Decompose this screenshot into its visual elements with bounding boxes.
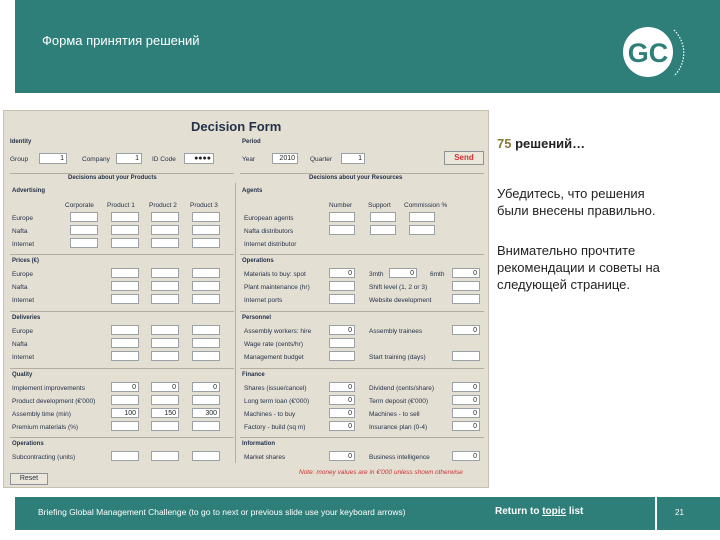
shares-input[interactable]: 0 <box>329 382 355 392</box>
col-product2: Product 2 <box>149 202 177 209</box>
materials-6mth-input[interactable]: 0 <box>452 268 480 278</box>
price-input[interactable] <box>151 268 179 278</box>
start-training-label: Start training (days) <box>369 354 426 361</box>
price-input[interactable] <box>151 294 179 304</box>
machines-sell-label: Machines - to sell <box>369 411 420 418</box>
id-code-label: ID Code <box>152 156 176 163</box>
decisions-heading <box>497 135 585 152</box>
market-shares-input[interactable]: 0 <box>329 451 355 461</box>
quarter-label: Quarter <box>310 156 333 163</box>
agents-row-nafta: Nafta distributors <box>244 228 294 235</box>
delivery-input[interactable] <box>111 325 139 335</box>
plant-maintenance-input[interactable] <box>329 281 355 291</box>
read-paragraph: Внимательно прочтите рекомендации и советы на следующей странице. <box>497 243 660 292</box>
agents-input[interactable] <box>409 225 435 235</box>
price-row-europe: Europe <box>12 271 33 278</box>
quality-input[interactable] <box>192 421 220 431</box>
subcontract-input[interactable] <box>192 451 220 461</box>
money-note: Note: money values are in €'000 unless shown otherwise <box>299 469 463 476</box>
group-label: Group <box>10 156 29 163</box>
internet-ports-label: Internet ports <box>244 297 283 304</box>
col-product3: Product 3 <box>190 202 218 209</box>
internet-ports-input[interactable] <box>329 294 355 304</box>
insurance-input[interactable]: 0 <box>452 421 480 431</box>
delivery-input[interactable] <box>192 325 220 335</box>
period-label: Period <box>242 139 261 145</box>
id-code-input[interactable]: ●●●● <box>184 153 214 164</box>
company-input[interactable]: 1 <box>116 153 142 164</box>
quality-input[interactable]: 100 <box>111 408 139 418</box>
delivery-input[interactable] <box>192 351 220 361</box>
adv-input[interactable] <box>111 225 139 235</box>
term-deposit-label: Term deposit (€'000) <box>369 398 429 405</box>
page-number: 21 <box>675 508 684 517</box>
quality-input[interactable] <box>111 395 139 405</box>
term-deposit-input[interactable]: 0 <box>452 395 480 405</box>
website-dev-input[interactable] <box>452 294 480 304</box>
del-row-nafta: Nafta <box>12 341 28 348</box>
prices-label: Prices (€) <box>12 258 40 264</box>
quality-label: Quality <box>12 372 33 378</box>
adv-row-nafta: Nafta <box>12 228 28 235</box>
market-shares-label: Market shares <box>244 454 286 461</box>
factory-build-input[interactable]: 0 <box>329 421 355 431</box>
management-budget-label: Management budget <box>244 354 304 361</box>
business-intel-label: Business intelligence <box>369 454 430 461</box>
quality-input[interactable]: 0 <box>192 382 220 392</box>
quality-row-assembly: Assembly time (min) <box>12 411 71 418</box>
machines-sell-input[interactable]: 0 <box>452 408 480 418</box>
resources-header: Decisions about your Resources <box>309 175 403 181</box>
footer-separator <box>655 497 657 530</box>
agents-input[interactable] <box>329 212 355 222</box>
adv-input[interactable] <box>151 238 179 248</box>
price-input[interactable] <box>111 281 139 291</box>
trainees-input[interactable]: 0 <box>452 325 480 335</box>
materials-spot-input[interactable]: 0 <box>329 268 355 278</box>
trainees-label: Assembly trainees <box>369 328 423 335</box>
shift-level-label: Shift level (1, 2 or 3) <box>369 284 428 291</box>
decisions-count: 75 <box>497 136 512 151</box>
quality-row-materials: Premium materials (%) <box>12 424 79 431</box>
deliveries-label: Deliveries <box>12 315 41 321</box>
quality-input[interactable]: 0 <box>151 382 179 392</box>
adv-row-europe: Europe <box>12 215 33 222</box>
subcontracting-label: Subcontracting (units) <box>12 454 76 461</box>
price-input[interactable] <box>192 281 220 291</box>
delivery-input[interactable] <box>111 338 139 348</box>
identity-label: Identity <box>10 139 32 145</box>
send-button[interactable]: Send <box>444 151 484 165</box>
gmc-logo <box>618 20 702 80</box>
price-input[interactable] <box>111 294 139 304</box>
slide-footer <box>15 497 720 530</box>
check-paragraph: Убедитесь, что решения были внесены правильно. <box>497 186 656 218</box>
dividend-input[interactable]: 0 <box>452 382 480 392</box>
agents-input[interactable] <box>329 225 355 235</box>
price-input[interactable] <box>192 268 220 278</box>
year-input[interactable]: 2010 <box>272 153 298 164</box>
quality-input[interactable] <box>111 421 139 431</box>
operations-left-label: Operations <box>12 441 44 447</box>
reset-button[interactable]: Reset <box>10 473 48 485</box>
plant-maintenance-label: Plant maintenance (hr) <box>244 284 310 291</box>
price-input[interactable] <box>151 281 179 291</box>
start-training-input[interactable] <box>452 351 480 361</box>
col-commission: Commission % <box>404 202 448 209</box>
adv-row-internet: Internet <box>12 241 35 248</box>
decisions-heading-text: решений… <box>511 136 586 151</box>
delivery-input[interactable] <box>151 338 179 348</box>
shares-label: Shares (issue/cancel) <box>244 385 307 392</box>
delivery-input[interactable] <box>151 351 179 361</box>
logo-letters: GC <box>627 38 669 68</box>
adv-input[interactable] <box>192 212 220 222</box>
advertising-label: Advertising <box>12 188 46 194</box>
year-label: Year <box>242 156 256 163</box>
subcontract-input[interactable] <box>111 451 139 461</box>
website-dev-label: Website development <box>369 297 432 304</box>
adv-input[interactable] <box>192 238 220 248</box>
del-row-internet: Internet <box>12 354 35 361</box>
col-product1: Product 1 <box>107 202 135 209</box>
quality-row-improvements: Implement improvements <box>12 385 85 392</box>
finance-label: Finance <box>242 372 265 378</box>
subcontract-input[interactable] <box>151 451 179 461</box>
agents-row-european: European agents <box>244 215 294 222</box>
loan-input[interactable]: 0 <box>329 395 355 405</box>
price-input[interactable] <box>111 268 139 278</box>
dividend-label: Dividend (cents/share) <box>369 385 435 392</box>
delivery-input[interactable] <box>111 351 139 361</box>
delivery-input[interactable] <box>151 325 179 335</box>
decision-form <box>3 110 489 488</box>
quality-input[interactable] <box>151 395 179 405</box>
agents-row-internet: Internet distributor <box>244 241 297 248</box>
slide-header <box>15 0 720 93</box>
shift-level-input[interactable] <box>452 281 480 291</box>
business-intel-input[interactable]: 0 <box>452 451 480 461</box>
adv-input[interactable] <box>111 212 139 222</box>
quality-input[interactable]: 300 <box>192 408 220 418</box>
materials-6mth-label: 6mth <box>430 271 445 278</box>
quality-input[interactable]: 0 <box>111 382 139 392</box>
footer-text: Briefing Global Management Challenge (to go to next or previous slide use your keyboard arrows) <box>38 507 406 517</box>
agents-input[interactable] <box>409 212 435 222</box>
adv-input[interactable] <box>151 212 179 222</box>
quality-input[interactable]: 150 <box>151 408 179 418</box>
adv-input[interactable] <box>70 238 98 248</box>
col-number: Number <box>329 202 353 209</box>
operations-label: Operations <box>242 258 274 264</box>
agents-input[interactable] <box>370 225 396 235</box>
machines-buy-input[interactable]: 0 <box>329 408 355 418</box>
insurance-label: Insurance plan (0-4) <box>369 424 428 431</box>
return-to-topic-link[interactable]: Return to topic list <box>495 506 584 517</box>
materials-3mth-input[interactable]: 0 <box>389 268 417 278</box>
materials-3mth-label: 3mth <box>369 271 384 278</box>
slide-title: Форма принятия решений <box>42 33 200 48</box>
information-label: Information <box>242 441 275 447</box>
wage-rate-label: Wage rate (cents/hr) <box>244 341 304 348</box>
machines-buy-label: Machines - to buy <box>244 411 296 418</box>
del-row-europe: Europe <box>12 328 33 335</box>
delivery-input[interactable] <box>192 338 220 348</box>
company-label: Company <box>82 156 110 163</box>
factory-build-label: Factory - build (sq m) <box>244 424 306 431</box>
workers-hire-input[interactable]: 0 <box>329 325 355 335</box>
adv-input[interactable] <box>70 225 98 235</box>
col-corporate: Corporate <box>65 202 94 209</box>
quarter-input[interactable]: 1 <box>341 153 365 164</box>
quality-row-development: Product development (€'000) <box>12 398 96 405</box>
adv-input[interactable] <box>192 225 220 235</box>
form-title: Decision Form <box>191 119 282 134</box>
topic-link[interactable]: topic <box>542 506 567 517</box>
adv-input[interactable] <box>151 225 179 235</box>
agents-label: Agents <box>242 188 263 194</box>
quality-input[interactable] <box>151 421 179 431</box>
adv-input[interactable] <box>111 238 139 248</box>
loan-label: Long term loan (€'000) <box>244 398 310 405</box>
workers-hire-label: Assembly workers: hire <box>244 328 312 335</box>
price-row-internet: Internet <box>12 297 35 304</box>
quality-input[interactable] <box>192 395 220 405</box>
personnel-label: Personnel <box>242 315 272 321</box>
agents-input[interactable] <box>370 212 396 222</box>
group-input[interactable]: 1 <box>39 153 67 164</box>
price-row-nafta: Nafta <box>12 284 28 291</box>
management-budget-input[interactable] <box>329 351 355 361</box>
price-input[interactable] <box>192 294 220 304</box>
products-header: Decisions about your Products <box>68 175 157 181</box>
col-support: Support <box>368 202 391 209</box>
materials-spot-label: Materials to buy: spot <box>244 271 306 278</box>
wage-rate-input[interactable] <box>329 338 355 348</box>
adv-input[interactable] <box>70 212 98 222</box>
